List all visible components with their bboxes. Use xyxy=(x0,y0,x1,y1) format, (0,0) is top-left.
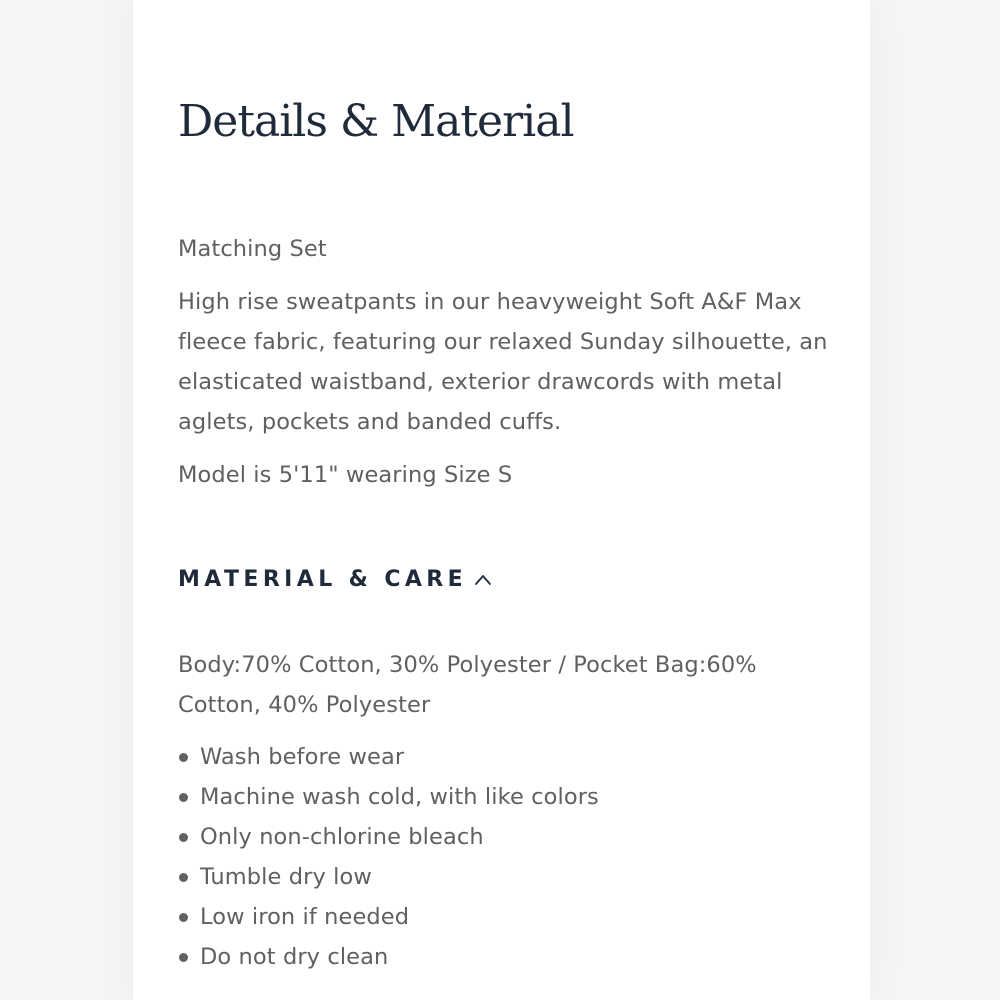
fabric-composition: Body:70% Cotton, 30% Polyester / Pocket Bag:60% Cotton, 40% Polyester xyxy=(178,652,757,718)
material-care-heading: MATERIAL & CARE xyxy=(178,567,468,592)
bullet-icon xyxy=(179,793,188,802)
list-item xyxy=(178,737,599,777)
care-instruction: Low iron if needed xyxy=(200,904,410,930)
care-instruction: Do not dry clean xyxy=(200,944,389,970)
bullet-icon xyxy=(179,873,188,882)
care-instruction: Only non-chlorine bleach xyxy=(200,824,484,850)
product-details-panel xyxy=(133,0,870,1000)
care-instructions-list xyxy=(178,737,599,977)
details-title: Details & Material xyxy=(178,96,574,147)
care-instruction: Wash before wear xyxy=(200,744,405,770)
bullet-icon xyxy=(179,953,188,962)
list-item xyxy=(178,937,599,977)
bullet-icon xyxy=(179,753,188,762)
list-item xyxy=(178,897,599,937)
list-item xyxy=(178,777,599,817)
care-instruction: Tumble dry low xyxy=(200,864,372,890)
bullet-icon xyxy=(179,913,188,922)
list-item xyxy=(178,857,599,897)
material-care-toggle[interactable] xyxy=(178,567,493,592)
bullet-icon xyxy=(179,833,188,842)
details-subtitle: Matching Set xyxy=(178,236,327,262)
product-description: High rise sweatpants in our heavyweight Soft A&F Max fleece fabric, featuring our relaxed Sunday silhouette, an elasticated waistband, exterior drawcords with metal aglets, pockets and banded cuffs. xyxy=(178,289,828,435)
chevron-up-icon xyxy=(473,570,493,590)
list-item xyxy=(178,817,599,857)
care-instruction: Machine wash cold, with like colors xyxy=(200,784,599,810)
model-info: Model is 5'11" wearing Size S xyxy=(178,462,513,488)
